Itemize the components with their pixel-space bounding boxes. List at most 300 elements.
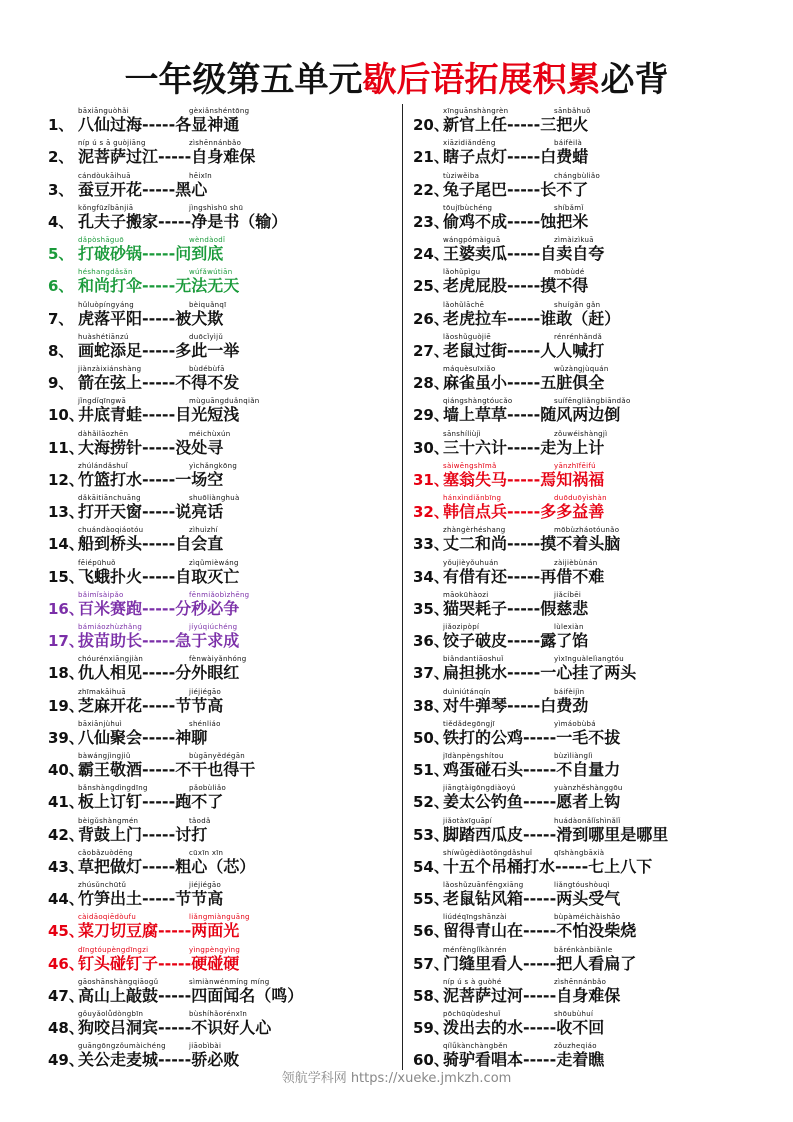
pinyin-back: sìmiànwénmíng míng <box>189 977 270 986</box>
proverb-row <box>413 715 763 747</box>
proverb-row <box>413 941 763 973</box>
proverb-text: 八仙过海-----各显神通 <box>78 115 240 134</box>
proverb-row <box>48 715 398 747</box>
proverb-row <box>413 586 763 618</box>
pinyin-front: fēiépūhuǒ <box>78 558 116 567</box>
pinyin-back: jiāobìbài <box>189 1042 222 1051</box>
pinyin-back: zìshēnnánbǎo <box>189 139 242 148</box>
proverb-number: 6、 <box>48 277 74 296</box>
proverb-text: 拔苗助长-----急于求成 <box>78 631 240 650</box>
right-column <box>413 102 763 1070</box>
pinyin-back: mùguāngduǎnqiǎn <box>189 397 260 406</box>
pinyin-front: bǎimǐsàipǎo <box>78 590 124 599</box>
pinyin-front: bāxiānguòhǎi <box>78 107 129 115</box>
pinyin-front: qílǘkànchàngběn <box>443 1042 508 1051</box>
pinyin-front: héshangdǎsǎn <box>78 268 133 277</box>
proverb-number: 49、 <box>48 1051 84 1070</box>
proverb-text: 十五个吊桶打水-----七上八下 <box>443 856 653 876</box>
proverb-row <box>48 489 398 521</box>
pinyin-back: hēixīn <box>189 171 213 180</box>
proverb-row <box>48 360 398 392</box>
pinyin-back: yìmáobùbá <box>554 719 596 728</box>
proverb-number: 47、 <box>48 986 84 1005</box>
proverb-text: 韩信点兵-----多多益善 <box>443 502 605 521</box>
pinyin-front: zhàngèrhéshang <box>443 526 506 535</box>
pinyin-back: qīshàngbāxià <box>554 848 605 857</box>
proverb-text: 老虎拉车-----谁敢（赶） <box>443 308 621 328</box>
proverb-row <box>48 1005 398 1037</box>
proverb-text: 骑驴看唱本-----走着瞧 <box>443 1050 605 1070</box>
pinyin-front: bǎnshàngdìngdīng <box>78 784 148 793</box>
pinyin-back: bùshíhǎorénxīn <box>189 1010 248 1018</box>
pinyin-front: zhúlándǎshuǐ <box>78 461 129 470</box>
proverb-number: 7、 <box>48 309 74 328</box>
pinyin-front: zhīmakāihuā <box>78 687 126 696</box>
proverb-number: 34、 <box>413 567 449 586</box>
proverb-text: 姜太公钓鱼-----愿者上钩 <box>443 792 621 812</box>
pinyin-back: fēnmiǎobìzhēng <box>189 590 250 599</box>
proverb-number: 13、 <box>48 503 84 521</box>
pinyin-back: zǒuwéishàngjì <box>554 429 608 438</box>
pinyin-front: pōchūqùdeshuǐ <box>443 1010 501 1018</box>
proverb-row <box>48 296 398 328</box>
pinyin-back: yìxīnguàlelìangtóu <box>554 655 624 664</box>
pinyin-back: rénrénhǎndǎ <box>554 332 603 341</box>
proverb-number: 28、 <box>413 374 449 392</box>
proverb-text: 偷鸡不成-----蚀把米 <box>443 211 589 231</box>
proverb-text: 脚踏西瓜皮-----滑到哪里是哪里 <box>443 824 669 844</box>
proverb-number: 43、 <box>48 857 84 876</box>
pinyin-back: cūxīn xīn <box>189 848 224 857</box>
pinyin-front: níp ú s ā guòjiāng <box>78 139 146 148</box>
proverb-row <box>413 844 763 876</box>
pinyin-back: gèxiǎnshéntōng <box>189 107 250 115</box>
pinyin-front: jiǎozipòpí <box>443 623 480 631</box>
proverb-number: 48、 <box>48 1019 84 1037</box>
pinyin-back: jíyúqiúchéng <box>189 623 238 631</box>
proverb-text: 仇人相见-----分外眼红 <box>78 663 240 683</box>
proverb-number: 23、 <box>413 212 449 231</box>
proverb-row <box>413 296 763 328</box>
proverb-row <box>413 973 763 1005</box>
proverb-number: 54、 <box>413 857 449 876</box>
pinyin-front: bāxiānjùhuì <box>78 719 123 728</box>
proverb-text: 竹篮打水-----一场空 <box>78 469 224 489</box>
proverb-number: 42、 <box>48 825 84 844</box>
pinyin-front: hǔluòpíngyáng <box>78 300 135 309</box>
proverb-text: 虎落平阳-----被犬欺 <box>78 308 224 328</box>
proverb-number: 56、 <box>413 922 449 941</box>
proverb-text: 兔子尾巴-----长不了 <box>443 179 589 199</box>
proverb-text: 竹笋出土-----节节高 <box>78 889 224 908</box>
pinyin-back: zìmàizìkuā <box>554 236 594 244</box>
pinyin-back: zàijièbùnán <box>554 558 598 567</box>
pinyin-back: jiǎcíbēi <box>554 590 582 599</box>
pinyin-back: yānzhīfēifú <box>554 461 596 470</box>
proverb-row <box>413 908 763 940</box>
proverb-text: 泼出去的水-----收不回 <box>443 1018 605 1037</box>
proverb-number: 36、 <box>413 632 449 650</box>
pinyin-back: chángbùliǎo <box>554 171 601 180</box>
proverb-row <box>48 102 398 134</box>
pinyin-front: bàwángjìngjiǔ <box>78 752 131 760</box>
proverb-number: 21、 <box>413 148 449 167</box>
pinyin-back: sānbǎhuǒ <box>554 107 591 115</box>
pinyin-front: tiědǎdegōngjī <box>443 719 495 728</box>
proverb-row <box>48 392 398 424</box>
proverb-row <box>413 360 763 392</box>
proverb-number: 15、 <box>48 567 84 586</box>
left-column <box>48 102 398 1070</box>
proverb-number: 5、 <box>48 245 74 263</box>
proverb-number: 12、 <box>48 470 84 489</box>
pinyin-front: chuándàoqiáotóu <box>78 526 144 535</box>
pinyin-front: cándòukāihuā <box>78 171 131 180</box>
pinyin-back: liǎngmiànguāng <box>189 913 250 922</box>
proverb-text: 猫哭耗子-----假慈悲 <box>443 598 589 618</box>
proverb-number: 22、 <box>413 180 449 199</box>
proverb-text: 板上订钉-----跑不了 <box>78 792 224 812</box>
proverb-row <box>413 457 763 489</box>
pinyin-back: fènwàiyǎnhóng <box>189 655 247 664</box>
title-prefix: 一年级第五单元 <box>124 60 363 100</box>
proverb-text: 有借有还-----再借不难 <box>443 566 605 586</box>
proverb-row <box>48 521 398 553</box>
pinyin-front: tùziwěiba <box>443 171 480 180</box>
proverb-number: 1、 <box>48 116 74 134</box>
pinyin-front: cǎobǎzuòdēng <box>78 848 133 857</box>
proverb-row <box>413 1037 763 1069</box>
proverb-number: 50、 <box>413 728 449 747</box>
proverb-text: 留得青山在-----不怕没柴烧 <box>443 921 637 941</box>
pinyin-back: tǎodǎ <box>189 816 211 825</box>
proverb-text: 孔夫子搬家-----净是书（输） <box>78 211 288 231</box>
pinyin-front: hánxìndiǎnbīng <box>443 494 502 502</box>
proverb-text: 背鼓上门-----讨打 <box>78 824 208 844</box>
proverb-number: 16、 <box>48 599 84 618</box>
pinyin-back: liǎngtóushòuqì <box>554 881 610 889</box>
pinyin-front: guāngōngzǒumàichéng <box>78 1042 166 1051</box>
pinyin-back: pǎobùliǎo <box>189 784 227 793</box>
pinyin-front: shíwǔgèdiàotǒngdǎshuǐ <box>443 848 533 857</box>
proverb-row <box>48 683 398 715</box>
proverb-row <box>413 779 763 811</box>
proverb-text: 麻雀虽小-----五脏俱全 <box>443 373 605 392</box>
pinyin-back: zǒuzheqiáo <box>554 1042 597 1051</box>
proverb-row <box>48 747 398 779</box>
proverb-text: 画蛇添足-----多此一举 <box>78 340 240 360</box>
proverb-text: 船到桥头-----自会直 <box>78 534 224 554</box>
pinyin-front: yǒujièyǒuhuán <box>443 558 499 567</box>
pinyin-back: yìchǎngkōng <box>189 461 238 470</box>
proverb-text: 打开天窗-----说亮话 <box>78 502 224 521</box>
pinyin-back: bǎrénkànbiǎnle <box>554 945 613 954</box>
proverb-row <box>413 328 763 360</box>
proverb-text: 泥菩萨过江-----自身难保 <box>78 147 256 167</box>
proverb-text: 墙上草草-----随风两边倒 <box>443 405 621 425</box>
proverb-text: 芝麻开花-----节节高 <box>78 695 224 715</box>
proverb-row <box>48 908 398 940</box>
proverb-row <box>48 844 398 876</box>
pinyin-back: jiéjiégāo <box>189 881 222 889</box>
proverb-row <box>48 618 398 650</box>
proverb-number: 30、 <box>413 438 449 457</box>
pinyin-front: huàshétiānzú <box>78 332 129 341</box>
proverb-row <box>413 1005 763 1037</box>
proverb-number: 37、 <box>413 664 449 683</box>
proverb-row <box>48 812 398 844</box>
pinyin-front: bámiáozhùzhǎng <box>78 623 143 631</box>
pinyin-front: ménfènglǐkànrén <box>443 945 507 954</box>
pinyin-front: tōujībùchéng <box>443 203 493 212</box>
pinyin-front: zhúsǔnchūtǔ <box>78 881 127 889</box>
pinyin-front: sàiwēngshīmǎ <box>443 461 497 470</box>
proverb-number: 38、 <box>413 696 449 715</box>
pinyin-front: jīdànpèngshítou <box>443 752 504 760</box>
proverb-text: 门缝里看人-----把人看扁了 <box>443 953 637 973</box>
proverb-text: 井底青蛙-----目光短浅 <box>78 405 240 425</box>
pinyin-back: shuōliànghuà <box>189 494 240 502</box>
pinyin-front: càidāoqiēdòufu <box>78 913 137 922</box>
pinyin-back: báifèijìn <box>554 687 585 696</box>
proverb-text: 鸡蛋碰石头-----不自量力 <box>443 760 621 779</box>
pinyin-back: suífēngliǎngbiāndǎo <box>554 397 631 406</box>
proverb-text: 三十六计-----走为上计 <box>443 437 605 457</box>
proverb-number: 44、 <box>48 890 84 908</box>
proverb-row <box>48 199 398 231</box>
proverb-number: 8、 <box>48 341 74 360</box>
pinyin-front: xīnguānshàngrèn <box>443 107 509 115</box>
pinyin-front: lǎohǔlāchē <box>443 300 485 309</box>
proverb-number: 51、 <box>413 761 449 779</box>
pinyin-front: kǒngfūzǐbānjiā <box>78 203 134 212</box>
pinyin-front: chóurénxiāngjiàn <box>78 655 144 664</box>
proverb-number: 11、 <box>48 438 84 457</box>
pinyin-back: shōubùhuí <box>554 1010 594 1018</box>
proverb-row <box>413 489 763 521</box>
pinyin-front: sānshíliùjì <box>443 429 481 438</box>
proverb-number: 20、 <box>413 116 449 134</box>
proverb-row <box>413 425 763 457</box>
pinyin-back: bèiquǎnqī <box>189 300 227 309</box>
pinyin-back: bùgānyědégān <box>189 752 246 760</box>
proverb-row <box>48 425 398 457</box>
proverb-row <box>413 747 763 779</box>
proverb-row <box>48 328 398 360</box>
pinyin-front: jǐngdǐqīngwā <box>78 397 127 406</box>
pinyin-front: biǎndantiāoshuǐ <box>443 655 504 664</box>
footer-watermark: 领航学科网 https://xueke.jmkzh.com <box>281 1071 512 1086</box>
proverb-row <box>413 554 763 586</box>
proverb-text: 老鼠钻风箱-----两头受气 <box>443 889 621 908</box>
pinyin-front: duìniútánqín <box>443 687 491 696</box>
proverb-row <box>413 618 763 650</box>
proverb-row <box>413 167 763 199</box>
proverb-row <box>48 457 398 489</box>
pinyin-front: liúdéqīngshānzài <box>443 913 507 922</box>
proverb-number: 52、 <box>413 793 449 812</box>
proverb-number: 26、 <box>413 309 449 328</box>
proverb-row <box>413 812 763 844</box>
proverb-row <box>413 876 763 908</box>
proverb-number: 53、 <box>413 825 449 844</box>
pinyin-front: jiǎotàxīguāpí <box>443 816 493 825</box>
pinyin-front: lǎohǔpìgu <box>443 268 481 277</box>
pinyin-front: máquèsuīxiǎo <box>443 365 496 373</box>
proverb-row <box>413 521 763 553</box>
pinyin-back: duōduōyìshàn <box>554 494 607 502</box>
proverb-row <box>413 392 763 424</box>
pinyin-back: bùzìliànglì <box>554 752 593 760</box>
proverb-text: 八仙聚会-----神聊 <box>78 727 208 747</box>
proverb-text: 打破砂锅-----问到底 <box>78 244 224 263</box>
proverb-number: 3、 <box>48 180 74 199</box>
proverb-row <box>48 876 398 908</box>
pinyin-front: lǎoshǔzuānfēngxiāng <box>443 881 524 889</box>
pinyin-back: zìshēnnánbǎo <box>554 977 607 986</box>
pinyin-front: níp ú s à guòhé <box>443 977 502 986</box>
proverb-text: 飞蛾扑火-----自取灭亡 <box>78 566 240 586</box>
proverb-number: 14、 <box>48 535 84 554</box>
proverb-text: 蚕豆开花-----黑心 <box>78 179 208 199</box>
proverb-text: 扁担挑水-----一心挂了两头 <box>443 663 637 683</box>
proverb-text: 百米赛跑-----分秒必争 <box>78 598 240 618</box>
pinyin-front: māokūhàozi <box>443 590 489 599</box>
proverb-number: 41、 <box>48 793 84 812</box>
proverb-number: 9、 <box>48 374 74 392</box>
proverb-row <box>48 586 398 618</box>
proverb-number: 46、 <box>48 954 84 973</box>
pinyin-front: wángpómàiguā <box>443 236 501 244</box>
proverb-text: 关公走麦城-----骄必败 <box>78 1050 240 1070</box>
proverb-number: 4、 <box>48 212 74 231</box>
proverb-number: 17、 <box>48 632 84 650</box>
pinyin-front: dǎpòshāguō <box>78 236 124 244</box>
proverb-row <box>413 199 763 231</box>
proverb-text: 箭在弦上-----不得不发 <box>78 373 240 392</box>
proverb-text: 铁打的公鸡-----一毛不拔 <box>443 727 621 747</box>
proverb-text: 泥菩萨过河-----自身难保 <box>443 985 621 1005</box>
proverb-text: 对牛弹琴-----白费劲 <box>443 695 589 715</box>
pinyin-back: méichùxún <box>189 429 231 438</box>
pinyin-front: jiànzàixiánshàng <box>78 365 142 373</box>
title-highlight: 歇后语拓展积累 <box>362 60 601 100</box>
proverb-row <box>413 683 763 715</box>
proverb-text: 饺子破皮-----露了馅 <box>443 631 589 650</box>
proverb-row <box>48 554 398 586</box>
pinyin-back: báifèilà <box>554 139 583 148</box>
pinyin-back: lùlexiàn <box>554 623 584 631</box>
proverb-number: 19、 <box>48 696 84 715</box>
proverb-number: 27、 <box>413 341 449 360</box>
pinyin-back: zìhuìzhí <box>189 526 218 535</box>
proverb-text: 新官上任-----三把火 <box>443 115 589 134</box>
proverb-text: 塞翁失马-----焉知祸福 <box>443 469 605 489</box>
proverb-text: 菜刀切豆腐-----两面光 <box>78 921 240 941</box>
pinyin-back: huádàonǎlǐshìnǎlǐ <box>554 816 621 825</box>
pinyin-front: dǎkāitiānchuāng <box>78 494 141 502</box>
proverb-number: 55、 <box>413 890 449 908</box>
proverb-number: 39、 <box>48 728 84 747</box>
pinyin-back: jiéjiégāo <box>189 687 222 696</box>
proverb-text: 大海捞针-----没处寻 <box>78 437 224 457</box>
proverb-row <box>48 263 398 295</box>
proverb-number: 33、 <box>413 535 449 554</box>
pinyin-front: jiāngtàigōngdiàoyú <box>443 784 516 793</box>
proverb-number: 10、 <box>48 406 84 425</box>
pinyin-back: yuànzhěshànggōu <box>554 784 623 793</box>
pinyin-front: xiāzidiǎndēng <box>443 139 496 148</box>
proverb-text: 瞎子点灯-----白费蜡 <box>443 147 589 167</box>
proverb-number: 18、 <box>48 664 84 683</box>
proverb-number: 24、 <box>413 245 449 263</box>
pinyin-front: dàhǎilāozhēn <box>78 429 129 438</box>
pinyin-back: bùpàméichàishāo <box>554 913 621 922</box>
proverb-number: 45、 <box>48 922 84 941</box>
proverb-row <box>48 941 398 973</box>
proverb-text: 霸王敬酒-----不干也得干 <box>78 760 256 779</box>
proverb-number: 58、 <box>413 986 449 1005</box>
proverb-row <box>413 263 763 295</box>
proverb-row <box>413 650 763 682</box>
pinyin-back: shénliáo <box>189 719 221 728</box>
proverb-number: 35、 <box>413 599 449 618</box>
proverb-text: 狗咬吕洞宾-----不识好人心 <box>78 1018 272 1037</box>
pinyin-back: shuígǎn gǎn <box>554 300 601 309</box>
pinyin-back: mōbùzháotóunǎo <box>554 526 620 535</box>
pinyin-front: gāoshānshàngqiāogǔ <box>78 977 159 986</box>
pinyin-front: lǎoshǔguòjiē <box>443 332 491 341</box>
pinyin-back: mōbùdé <box>554 268 585 277</box>
proverb-text: 王婆卖瓜-----自卖自夸 <box>443 244 605 263</box>
pinyin-back: wǔzàngjùquán <box>554 365 609 373</box>
pinyin-back: wúfǎwútiān <box>189 268 233 277</box>
proverb-number: 2、 <box>48 148 74 167</box>
pinyin-front: bèigǔshàngmén <box>78 816 139 825</box>
pinyin-front: qiángshàngtóucǎo <box>443 397 513 406</box>
proverb-number: 29、 <box>413 406 449 425</box>
proverb-row <box>413 102 763 134</box>
proverb-row <box>48 779 398 811</box>
pinyin-back: wèndàodǐ <box>189 236 226 244</box>
proverb-text: 钉头碰钉子-----硬碰硬 <box>78 953 240 973</box>
proverb-number: 57、 <box>413 954 449 973</box>
proverb-number: 40、 <box>48 761 84 779</box>
pinyin-back: bùdébùfā <box>189 365 225 373</box>
proverb-number: 32、 <box>413 503 449 521</box>
pinyin-back: zìqǔmièwáng <box>189 558 239 567</box>
proverb-text: 和尚打伞-----无法无天 <box>78 276 240 296</box>
proverb-number: 60、 <box>413 1051 449 1070</box>
proverb-row <box>48 650 398 682</box>
proverb-text: 草把做灯-----粗心（芯） <box>78 856 256 876</box>
proverb-row <box>413 231 763 263</box>
proverb-text: 丈二和尚-----摸不着头脑 <box>443 534 621 554</box>
proverb-row <box>48 134 398 166</box>
pinyin-back: jìngshìshū shū <box>189 203 244 212</box>
pinyin-front: gǒuyǎolǚdòngbīn <box>78 1010 144 1018</box>
proverb-row <box>413 134 763 166</box>
proverb-row <box>48 167 398 199</box>
proverb-text: 老鼠过街-----人人喊打 <box>443 340 605 360</box>
proverb-row <box>48 1037 398 1069</box>
pinyin-front: dīngtóupèngdīngzi <box>78 945 149 954</box>
column-divider <box>402 104 403 1070</box>
title-suffix: 必背 <box>600 60 669 100</box>
proverb-number: 31、 <box>413 470 449 489</box>
pinyin-back: yìngpèngyìng <box>189 945 241 954</box>
proverb-number: 25、 <box>413 277 449 296</box>
